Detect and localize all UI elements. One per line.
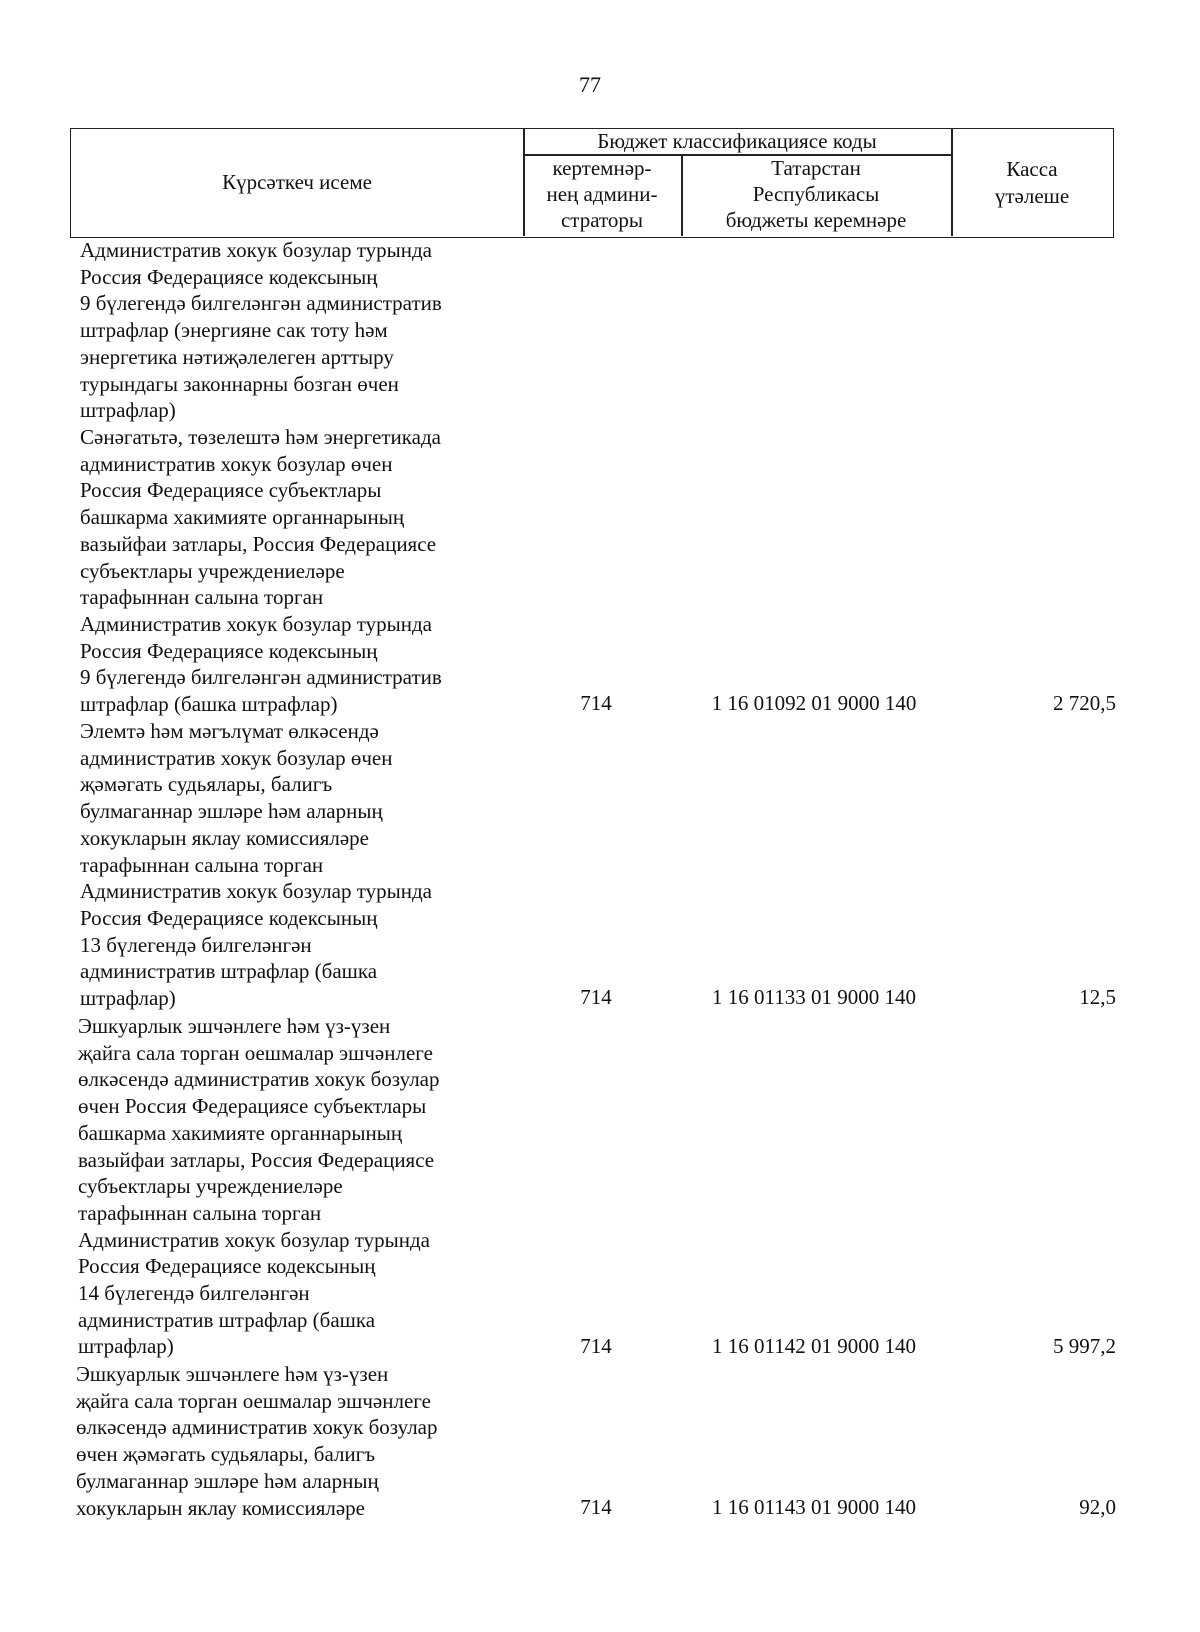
header-cash: Касса үтәлеше [994,156,1070,208]
header-indicator-name: Күрсәткеч исеме [222,170,372,194]
header-budget-class-group: Бюджет классификациясе коды [597,129,877,153]
page-number: 77 [579,72,601,97]
row-cash-amount: 92,0 [1079,1495,1116,1519]
row-classification-code: 1 16 01142 01 9000 140 [712,1334,916,1358]
row-cash-amount: 2 720,5 [1053,691,1116,715]
row-cash-amount: 12,5 [1079,985,1116,1009]
row-name: Административ хокук бозулар турында Россия Федерациясе кодексының 9 бүлегендә билгеләнгән административ штрафлар (энергияне сак тоту һәм энергетика нәтиҗәлелеген арттыру турындагы законнарны бозган өчен штрафлар) [80,238,442,423]
row-admin-code: 714 [580,691,612,715]
row-classification-code: 1 16 01133 01 9000 140 [712,985,916,1009]
row-name: Элемтә һәм мәгълүмат өлкәсендә административ хокук бозулар өчен җәмәгать судьялары, балигъ булмаганнар эшләре һәм аларның хокукларын яклау комиссияләре тарафыннан салына торган Административ хокук бозулар турында Россия Федерациясе кодексының 13 бүлегендә билгеләнгән административ штрафлар (башка штрафлар) [80,719,432,1011]
row-admin-code: 714 [580,1495,612,1519]
row-name: Эшкуарлык эшчәнлеге һәм үз-үзен җайга сала торган оешмалар эшчәнлеге өлкәсендә административ хокук бозулар өчен Россия Федерациясе субъектлары башкарма хакимияте органнарының вазыйфаи затлары, Россия Федерациясе субъектлары учреждениеләре тарафыннан салына торган Административ хокук бозулар турында Россия Федерациясе кодексының 14 бүлегендә билгеләнгән административ штрафлар (башка штрафлар) [78,1014,440,1359]
row-admin-code: 714 [580,1334,612,1358]
row-name: Сәнәгатьтә, төзелештә һәм энергетикада административ хокук бозулар өчен Россия Федерациясе субъектлары башкарма хакимияте органнарының вазыйфаи затлары, Россия Федерациясе субъектлары учреждениеләре тарафыннан салына торган Административ хокук бозулар турында Россия Федерациясе кодексының 9 бүлегендә билгеләнгән административ штрафлар (башка штрафлар) [80,425,442,717]
header-admin: кертемнәр- нең админи- страторы [546,156,658,232]
row-classification-code: 1 16 01092 01 9000 140 [711,691,917,715]
row-admin-code: 714 [580,985,612,1009]
header-revenue: Татарстан Республикасы бюджеты керемнәре [725,156,907,232]
row-name: Эшкуарлык эшчәнлеге һәм үз-үзен җайга сала торган оешмалар эшчәнлеге өлкәсендә административ хокук бозулар өчен җәмәгать судьялары, балигъ булмаганнар эшләре һәм аларның хокукларын яклау комиссияләре [76,1362,438,1520]
row-cash-amount: 5 997,2 [1053,1334,1116,1358]
row-classification-code: 1 16 01143 01 9000 140 [712,1495,916,1519]
table-header [70,128,1114,238]
